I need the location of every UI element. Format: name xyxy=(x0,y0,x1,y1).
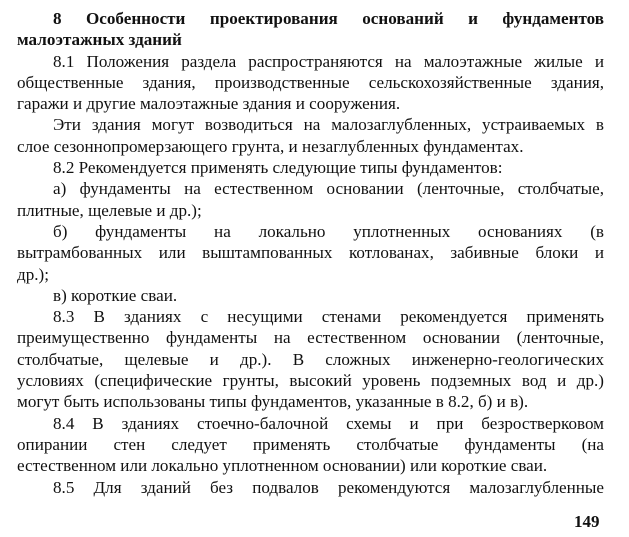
list-item-b-line-1: б) фундаменты на локально уплотненных основаниях (в xyxy=(53,221,604,241)
paragraph-8-5-line-1: 8.5 Для зданий без подвалов рекомендуются малозаглубленные xyxy=(53,477,604,497)
paragraph-8-3-line-2: преимущественно фундаменты на естественном основании (ленточные, xyxy=(17,328,604,348)
list-item-b-line-3: др.); xyxy=(17,264,49,284)
paragraph-8-4-line-1: 8.4 В зданиях стоечно-балочной схемы и при безростверковом xyxy=(53,413,604,433)
paragraph-8-1-line-1: 8.1 Положения раздела распространяются на малоэтажные жилые и xyxy=(53,51,604,71)
document-text xyxy=(17,8,604,498)
paragraph-8-3-line-3: столбчатые, щелевые и др.). В сложных инженерно-геологических xyxy=(17,349,604,369)
list-item-a-line-2: плитные, щелевые и др.); xyxy=(17,200,202,220)
paragraph-buildings-line-1: Эти здания могут возводиться на малозаглубленных, устраиваемых в xyxy=(53,115,604,135)
paragraph-8-4-line-3: естественном или локально уплотненном основании) или короткие сваи. xyxy=(17,456,548,476)
section-heading: 8 Особенности проектирования оснований и фундаментов xyxy=(53,9,604,28)
paragraph-8-1-line-3: гаражи и другие малоэтажные здания и сооружения. xyxy=(17,94,401,114)
paragraph-8-3-line-5: могут быть использованы типы фундаментов, указанные в 8.2, б) и в). xyxy=(17,392,529,412)
paragraph-8-3-line-4: условиях (специфические грунты, высокий уровень подземных вод и др.) xyxy=(17,371,604,391)
paragraph-buildings-line-2: слое сезоннопромерзающего грунта, и незаглубленных фундаментах. xyxy=(17,136,524,156)
paragraph-8-1-line-2: общественные здания, производственные сельскохозяйственные здания, xyxy=(17,72,604,92)
list-item-v: в) короткие сваи. xyxy=(53,285,178,305)
page-number: 149 xyxy=(574,512,600,531)
paragraph-8-4-line-2: опирании стен следует применять столбчатые фундаменты (на xyxy=(17,434,604,454)
paragraph-8-3-line-1: 8.3 В зданиях с несущими стенами рекомендуется применять xyxy=(53,307,604,327)
paragraph-8-2: 8.2 Рекомендуется применять следующие типы фундаментов: xyxy=(53,158,503,178)
list-item-a-line-1: а) фундаменты на естественном основании (ленточные, столбчатые, xyxy=(53,179,604,199)
section-heading-continuation: малоэтажных зданий xyxy=(17,30,182,50)
list-item-b-line-2: вытрамбованных или выштампованных котлованах, забивные блоки и xyxy=(17,243,604,263)
